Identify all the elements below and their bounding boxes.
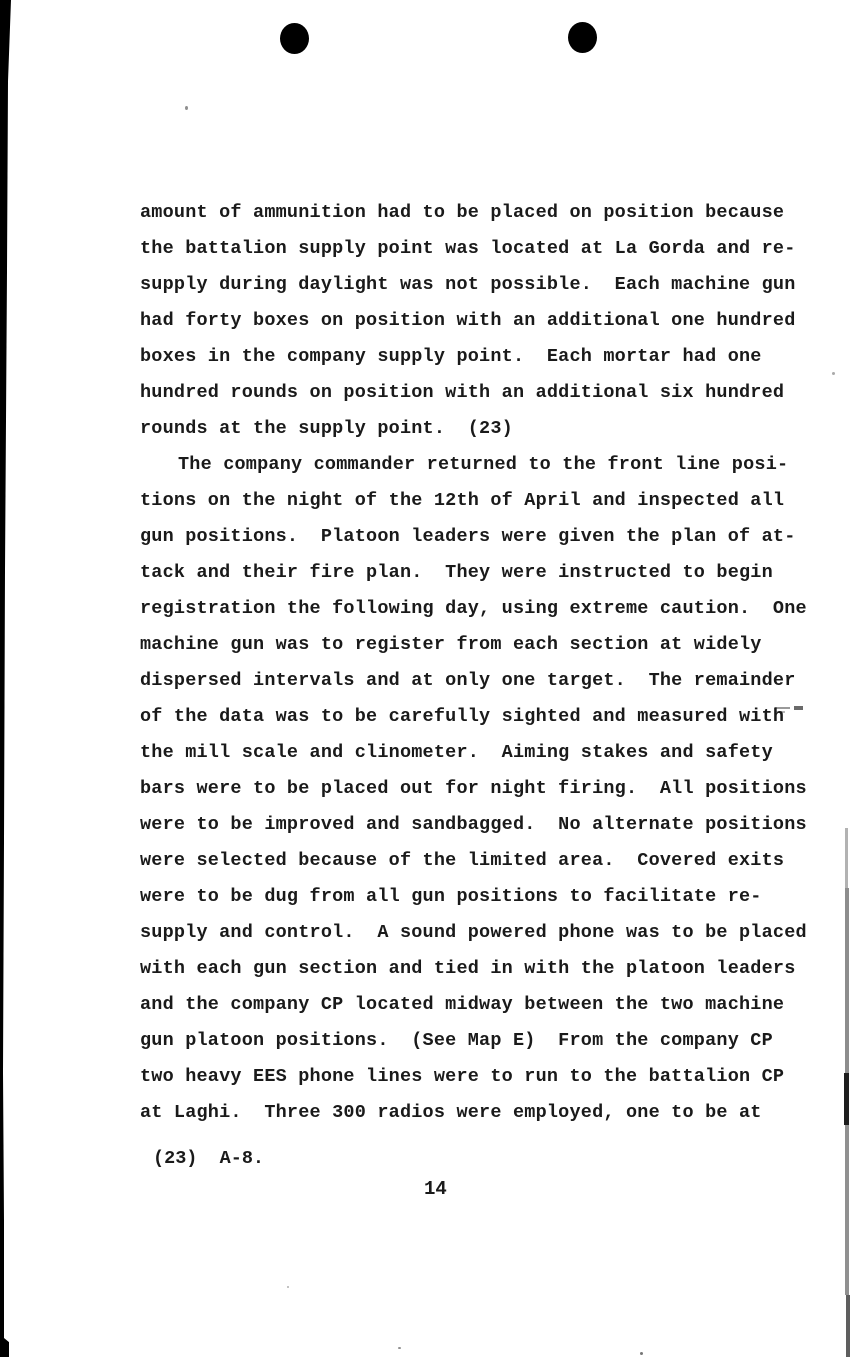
text-line: registration the following day, using extreme caution. One [140,598,807,619]
text-line: gun platoon positions. (See Map E) From the company CP [140,1030,773,1051]
text-line: tions on the night of the 12th of April and inspected all [140,490,785,511]
text-line: of the data was to be carefully sighted and measured with [140,706,785,727]
hole-punch-mark-right [568,22,597,53]
scan-speck [398,1347,401,1349]
text-line: two heavy EES phone lines were to run to the battalion CP [140,1066,785,1087]
text-line: boxes in the company supply point. Each mortar had one [140,346,762,367]
text-line: hundred rounds on position with an additional six hundred [140,382,785,403]
text-line: with each gun section and tied in with the platoon leaders [140,958,796,979]
text-line: the mill scale and clinometer. Aiming stakes and safety [140,742,773,763]
text-line: were selected because of the limited area. Covered exits [140,850,785,871]
footnote-reference: (23) A-8. [153,1148,265,1169]
scan-edge-left-artifact [0,0,12,1357]
text-line: supply and control. A sound powered phone was to be placed [140,922,807,943]
text-line: supply during daylight was not possible. Each machine gun [140,274,796,295]
text-line: gun positions. Platoon leaders were given the plan of at- [140,526,796,547]
scan-edge-right-artifact [845,828,848,888]
text-line: rounds at the supply point. (23) [140,418,513,439]
hole-punch-mark-left [280,23,309,54]
text-line: at Laghi. Three 300 radios were employed, one to be at [140,1102,762,1123]
scan-speck [832,372,835,375]
text-line: amount of ammunition had to be placed on position because [140,202,785,223]
text-line: were to be dug from all gun positions to facilitate re- [140,886,762,907]
text-line: bars were to be placed out for night firing. All positions [140,778,807,799]
scan-speck [185,106,188,110]
text-line: were to be improved and sandbagged. No alternate positions [140,814,807,835]
scan-edge-right-artifact [844,1073,849,1125]
scan-speck [640,1352,643,1355]
page-number: 14 [424,1178,447,1200]
text-line: had forty boxes on position with an additional one hundred [140,310,796,331]
document-body [140,195,830,1131]
scan-edge-right-artifact [845,1125,849,1295]
text-line: The company commander returned to the front line posi- [178,454,789,475]
text-line: dispersed intervals and at only one target. The remainder [140,670,796,691]
scan-edge-right-artifact [845,888,849,1073]
text-line: tack and their fire plan. They were instructed to begin [140,562,773,583]
scan-edge-right-artifact [846,1295,850,1357]
scan-speck [287,1286,289,1288]
text-line: and the company CP located midway between the two machine [140,994,785,1015]
text-line: the battalion supply point was located at La Gorda and re- [140,238,796,259]
text-line: machine gun was to register from each section at widely [140,634,762,655]
